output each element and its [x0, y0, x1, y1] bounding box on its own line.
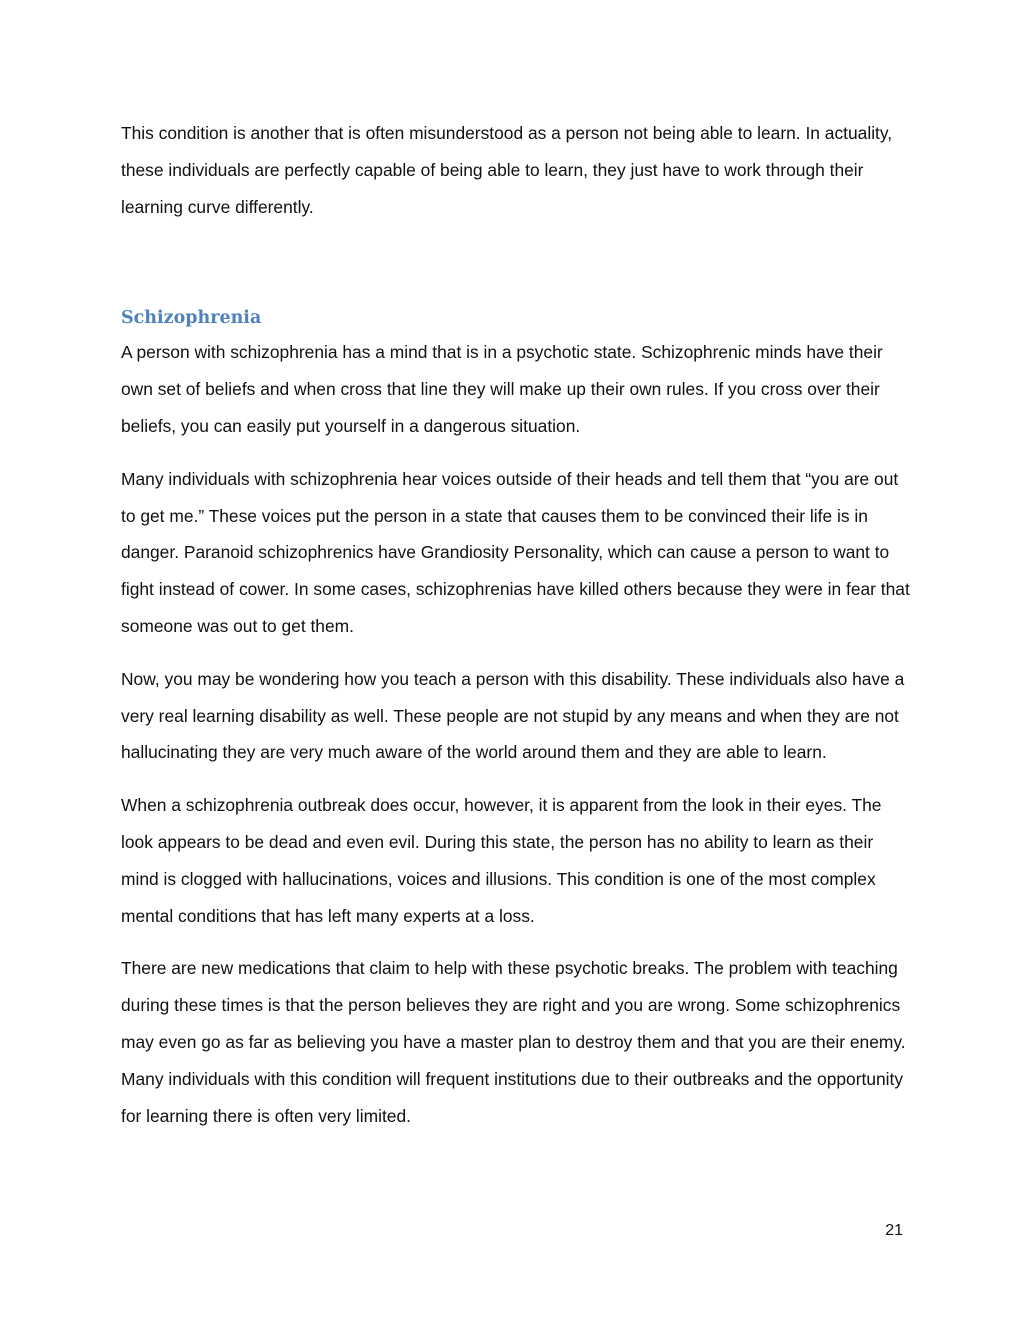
- page-number: 21: [885, 1222, 903, 1239]
- intro-paragraph: This condition is another that is often misunderstood as a person not being able to learn. In actuality, these individuals are perfectly capable of being able to learn, they just have to work through their learning curve differently.: [121, 123, 893, 217]
- body-paragraph: A person with schizophrenia has a mind that is in a psychotic state. Schizophrenic minds have their own set of beliefs and when cross that line they will make up their own rules. If you cross over their beliefs, you can easily put yourself in a dangerous situation.: [121, 342, 883, 436]
- page-content: [121, 115, 911, 1150]
- body-paragraph: There are new medications that claim to help with these psychotic breaks. The problem with teaching during these times is that the person believes they are right and you are wrong. Some schizophrenics may even go as far as believing you have a master plan to destroy them and that you are their enemy. Many individuals with this condition will frequent institutions due to their outbreaks and the opportunity for learning there is often very limited.: [121, 958, 906, 1126]
- section-heading: Schizophrenia: [121, 308, 262, 329]
- body-paragraph: Many individuals with schizophrenia hear voices outside of their heads and tell them that “you are out to get me.” These voices put the person in a state that causes them to be convinced their life is in danger. Paranoid schizophrenics have Grandiosity Personality, which can cause a person to want to fight instead of cower. In some cases, schizophrenias have killed others because they were in fear that someone was out to get them.: [121, 468, 910, 636]
- body-paragraph: When a schizophrenia outbreak does occur, however, it is apparent from the look in their eyes. The look appears to be dead and even evil. During this state, the person has no ability to learn as their mind is clogged with hallucinations, voices and illusions. This condition is one of the most complex mental conditions that has left many experts at a loss.: [121, 795, 882, 926]
- body-paragraph: Now, you may be wondering how you teach a person with this disability. These individuals also have a very real learning disability as well. These people are not stupid by any means and when they are not hallucinating they are very much aware of the world around them and they are able to learn.: [121, 668, 905, 763]
